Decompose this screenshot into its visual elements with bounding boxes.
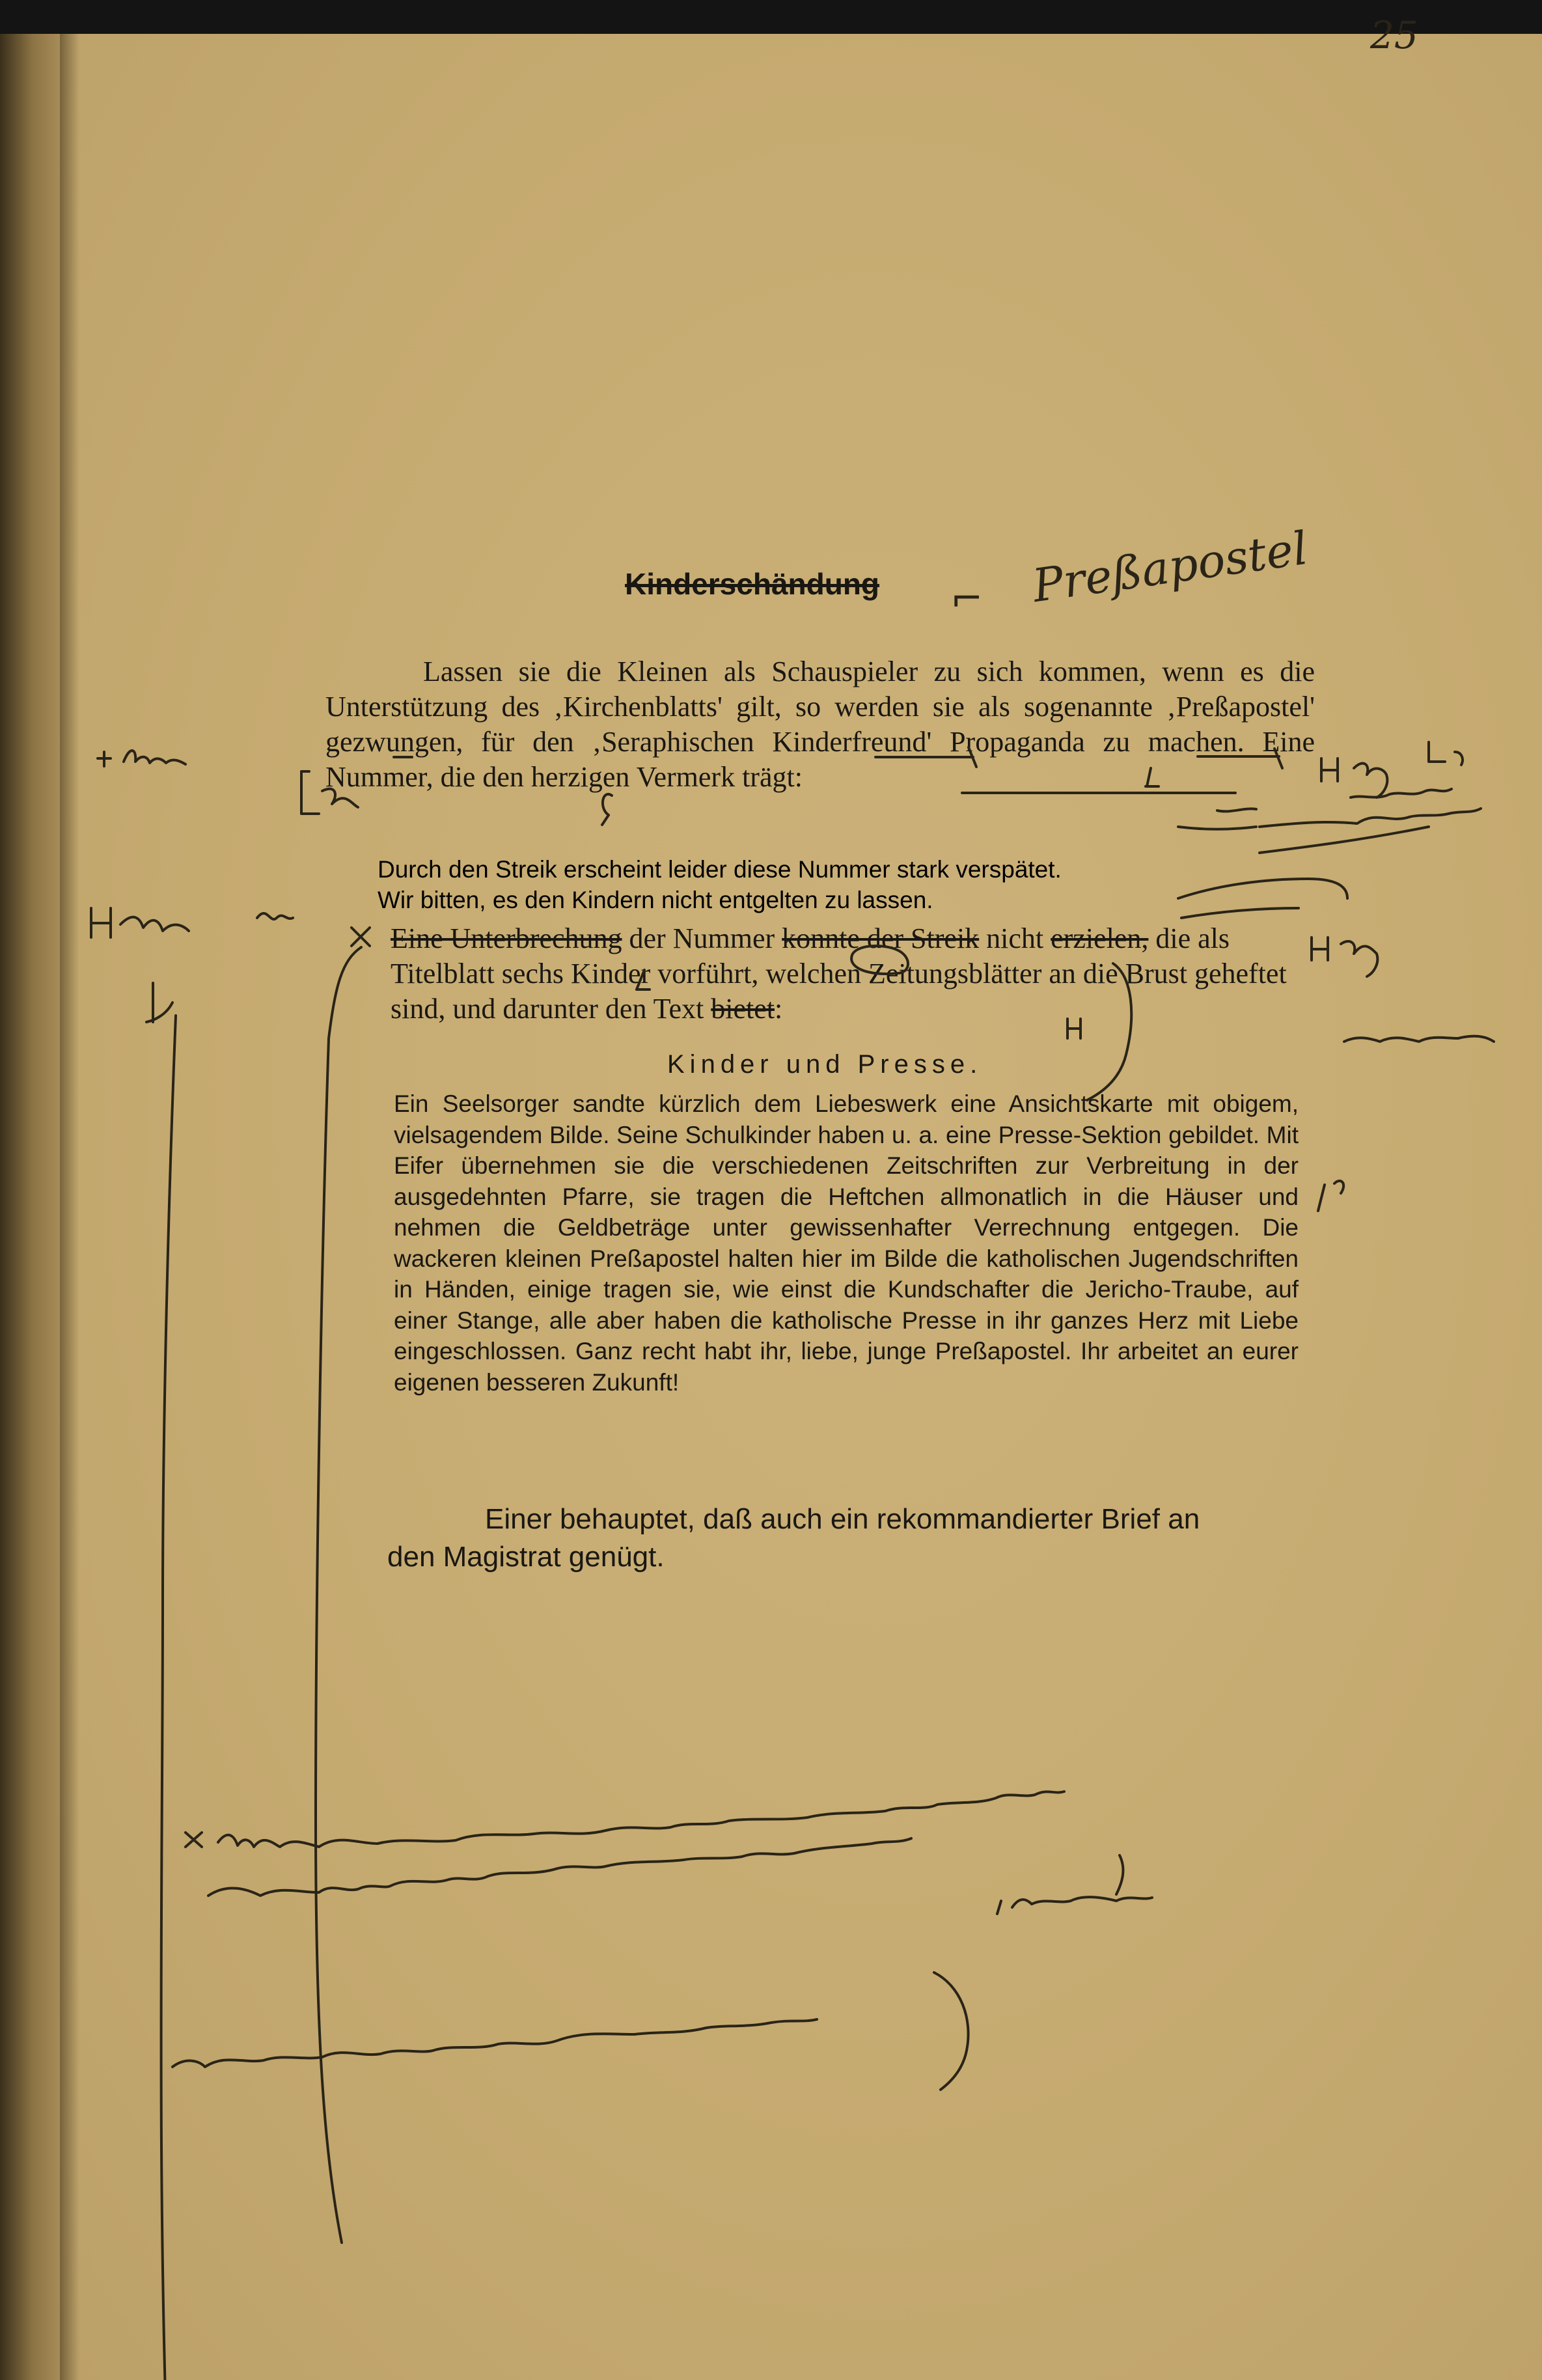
bottom-annotation-line <box>1012 1897 1152 1907</box>
insertion-mark <box>637 970 650 989</box>
bottom-annotation-line <box>1116 1855 1123 1894</box>
margin-scribble <box>1312 937 1377 976</box>
insertion-cross <box>351 928 370 946</box>
insertion-mark <box>1146 768 1159 786</box>
paragraph-2-text: die als Titelblatt sechs Kinder vorführt, welchen Zeitungsblätter an die Brust geheftet sind, und darunter den Text <box>391 922 1287 1025</box>
margin-scribble <box>1260 827 1429 853</box>
struck-title: Kinderschändung <box>625 567 880 601</box>
margin-scribble <box>1318 1181 1343 1211</box>
paragraph-1-text: Lassen sie die Kleinen als Schauspieler zu sich kommen, wenn es die Unterstützung des ‚Kirchenblatts' gilt, so werden sie als sogenannte ‚Preßapostel' gezwungen, für den ‚Seraphischen Kinderfreund' Propaganda zu machen. Eine Nummer, die den herzigen Vermerk trägt: <box>325 656 1315 793</box>
insertion-mark <box>851 946 908 974</box>
margin-bracket <box>146 983 172 1022</box>
margin-scribble <box>1067 1019 1081 1038</box>
closing-line: den Magistrat genügt. <box>387 1541 665 1573</box>
margin-scribble <box>257 913 293 919</box>
handwritten-title-replacement: Preßapostel <box>1029 521 1311 613</box>
margin-scribble <box>1321 758 1387 797</box>
quoted-article: Ein Seelsorger sandte kürzlich dem Liebeswerk eine Ansichtskarte mit obigem, vielsagendem Bilde. Seine Schulkinder haben u. a. eine Presse-Sektion gebildet. Mit Eifer übernehmen sie die verschiedenen Zeitschriften zur Verbreitung in der ausgedehnten Pfarre, sie tragen die Heftchen allmonatlich in die Häuser und nehmen die Geldbeträge unter gewissenhafter Verrechnung entgegen. Die wackeren kleinen Preßapostel halten hier im Bilde die katholischen Jugendschriften in Händen, einige tragen sie, wie einst die Kundschafter die Jericho-Traube, auf einer Stange, alle aber haben die katholische Presse in ihr ganzes Herz mit Liebe eingeschlossen. Ganz recht habt ihr, liebe, junge Preßapostel. Ihr arbeitet an eurer eigenen besseren Zukunft! <box>394 1090 1299 1396</box>
strike-overlay <box>875 747 976 767</box>
bottom-annotation-line <box>172 2019 817 2067</box>
margin-scribble <box>1181 908 1299 918</box>
strike-overlay <box>1198 749 1282 768</box>
margin-bracket <box>161 1016 248 2380</box>
margin-scribble <box>91 908 189 937</box>
insertion-mark <box>602 794 612 825</box>
strike-overlay <box>962 793 1256 811</box>
margin-scribble <box>301 771 358 814</box>
closing-line: Einer behauptet, daß auch ein rekommandierter Brief an <box>485 1503 1200 1535</box>
struck-phrase: bietet <box>711 993 775 1025</box>
page-number: 25 <box>1370 13 1418 57</box>
bottom-annotation-line <box>997 1901 1001 1914</box>
margin-scribble <box>98 751 186 766</box>
paragraph-2-text: der Nummer <box>622 922 782 954</box>
margin-scribble <box>1351 789 1452 797</box>
bottom-annotation-line <box>186 1792 1064 1847</box>
quote-line: Wir bitten, es den Kindern nicht entgelten zu lassen. <box>378 887 933 913</box>
bottom-annotation-line <box>208 1838 911 1896</box>
paragraph-2-text: : <box>774 993 783 1025</box>
margin-scribble <box>1260 809 1481 827</box>
struck-phrase: Eine Unterbrechung <box>391 922 622 954</box>
margin-scribble <box>1178 879 1347 898</box>
struck-phrase: erzielen, <box>1051 922 1149 954</box>
quoted-subheading: Kinder und Presse. <box>667 1050 983 1079</box>
margin-scribble <box>1178 827 1256 829</box>
margin-scribble <box>1087 963 1131 1100</box>
bottom-annotation-line <box>934 1972 969 2090</box>
margin-scribble <box>1429 742 1463 765</box>
margin-bracket <box>316 947 361 2243</box>
title-insert-mark: ⌐ <box>950 576 984 622</box>
struck-phrase: konnte der Streik <box>782 922 980 954</box>
margin-scribble <box>1344 1036 1494 1042</box>
quote-line: Durch den Streik erscheint leider diese Nummer stark verspätet. <box>378 856 1062 883</box>
paragraph-2-text: nicht <box>979 922 1051 954</box>
